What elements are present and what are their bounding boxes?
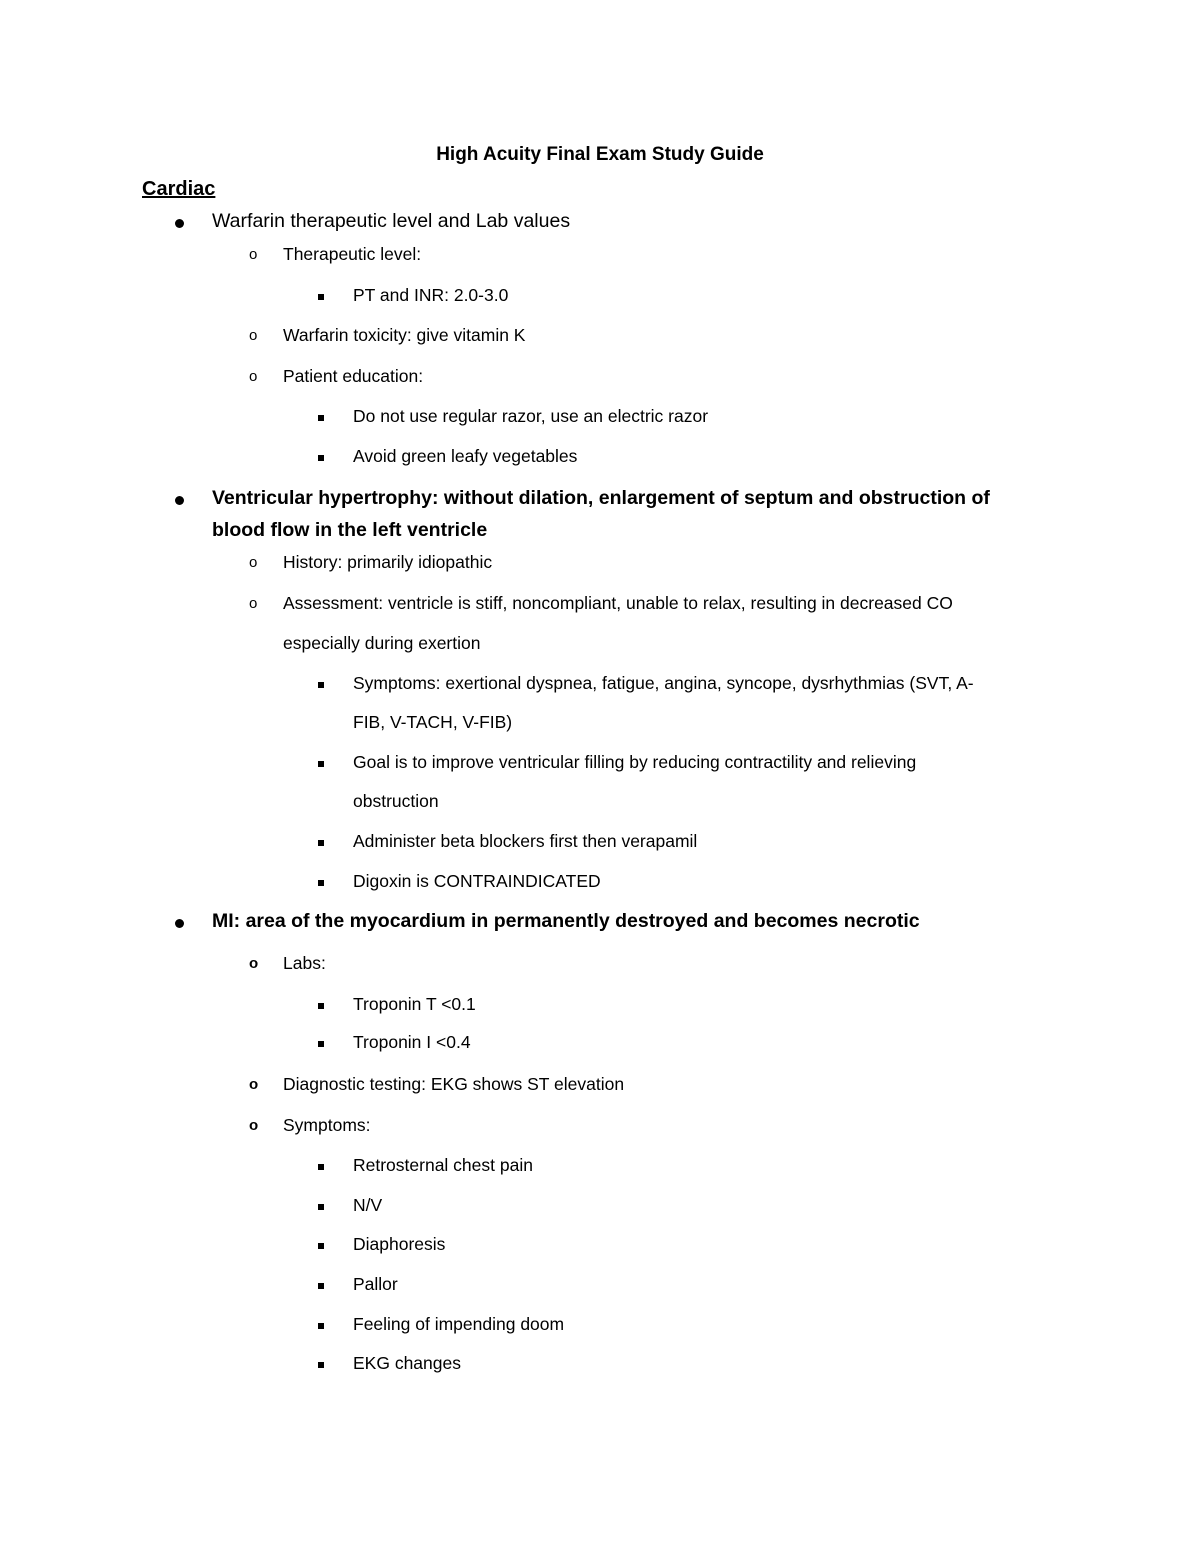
outline-item-level-1: MI: area of the myocardium in permanently destroyed and becomes necrotic: [212, 910, 920, 932]
outline-item-level-3: Troponin I <0.4: [353, 1032, 471, 1052]
outline-item-level-2: Therapeutic level:: [283, 244, 422, 264]
outline-item-level-2: Warfarin toxicity: give vitamin K: [283, 325, 526, 345]
outline-item-level-3: Troponin T <0.1: [353, 994, 476, 1014]
outline-item-level-2: Patient education:: [283, 366, 424, 386]
outline-item-level-1: Ventricular hypertrophy: without dilation, enlargement of septum and obstruction of: [212, 487, 990, 509]
outline-item-level-3: Administer beta blockers first then verapamil: [353, 831, 698, 851]
outline-item-level-3: Goal is to improve ventricular filling by reducing contractility and relieving: [353, 752, 917, 772]
bullet-square-icon: [318, 415, 324, 421]
bullet-square-icon: [318, 455, 324, 461]
bullet-square-icon: [318, 1204, 324, 1210]
bullet-square-icon: [318, 1243, 324, 1249]
bullet-square-icon: [318, 1323, 324, 1329]
outline-item-level-2: especially during exertion: [283, 633, 481, 653]
outline-item-level-2: Diagnostic testing: EKG shows ST elevation: [283, 1074, 625, 1094]
outline-item-level-3: FIB, V-TACH, V-FIB): [353, 712, 513, 732]
document-title: High Acuity Final Exam Study Guide: [436, 144, 764, 165]
outline-item-level-3: PT and INR: 2.0-3.0: [353, 285, 509, 305]
outline-item-level-2: Assessment: ventricle is stiff, noncompliant, unable to relax, resulting in decreased CO: [283, 593, 953, 613]
outline-item-level-3: Diaphoresis: [353, 1234, 446, 1254]
bullet-circle-icon: o: [249, 327, 258, 344]
outline-item-level-3: N/V: [353, 1195, 383, 1215]
bullet-square-icon: [318, 1362, 324, 1368]
bullet-square-icon: [318, 1164, 324, 1170]
outline-item-level-1: Warfarin therapeutic level and Lab values: [212, 210, 571, 232]
bullet-circle-icon: o: [249, 1117, 259, 1134]
bullet-square-icon: [318, 840, 324, 846]
bullet-square-icon: [318, 761, 324, 767]
bullet-circle-icon: o: [249, 246, 258, 263]
outline-item-level-2: Labs:: [283, 953, 326, 973]
bullet-dot-icon: [175, 496, 184, 505]
outline-item-level-3: Do not use regular razor, use an electric razor: [353, 406, 709, 426]
bullet-square-icon: [318, 1283, 324, 1289]
bullet-circle-icon: o: [249, 554, 258, 571]
outline-item-level-3: EKG changes: [353, 1353, 461, 1373]
section-heading: Cardiac: [142, 178, 216, 200]
outline-item-level-3: obstruction: [353, 791, 439, 811]
bullet-circle-icon: o: [249, 595, 258, 612]
outline-item-level-3: Feeling of impending doom: [353, 1314, 565, 1334]
outline-item-level-2: Symptoms:: [283, 1115, 371, 1135]
outline-item-level-2: History: primarily idiopathic: [283, 552, 493, 572]
bullet-dot-icon: [175, 919, 184, 928]
outline-item-level-3: Symptoms: exertional dyspnea, fatigue, angina, syncope, dysrhythmias (SVT, A-: [353, 673, 974, 693]
outline-item-level-1: blood flow in the left ventricle: [212, 519, 488, 541]
bullet-circle-icon: o: [249, 1076, 259, 1093]
bullet-circle-icon: o: [249, 368, 258, 385]
bullet-square-icon: [318, 1003, 324, 1009]
outline-item-level-3: Digoxin is CONTRAINDICATED: [353, 871, 601, 891]
outline-item-level-3: Avoid green leafy vegetables: [353, 446, 578, 466]
outline-item-level-3: Retrosternal chest pain: [353, 1155, 533, 1175]
bullet-dot-icon: [175, 219, 184, 228]
bullet-square-icon: [318, 1041, 324, 1047]
outline-item-level-3: Pallor: [353, 1274, 398, 1294]
bullet-square-icon: [318, 880, 324, 886]
bullet-square-icon: [318, 294, 324, 300]
bullet-square-icon: [318, 682, 324, 688]
bullet-circle-icon: o: [249, 955, 259, 972]
